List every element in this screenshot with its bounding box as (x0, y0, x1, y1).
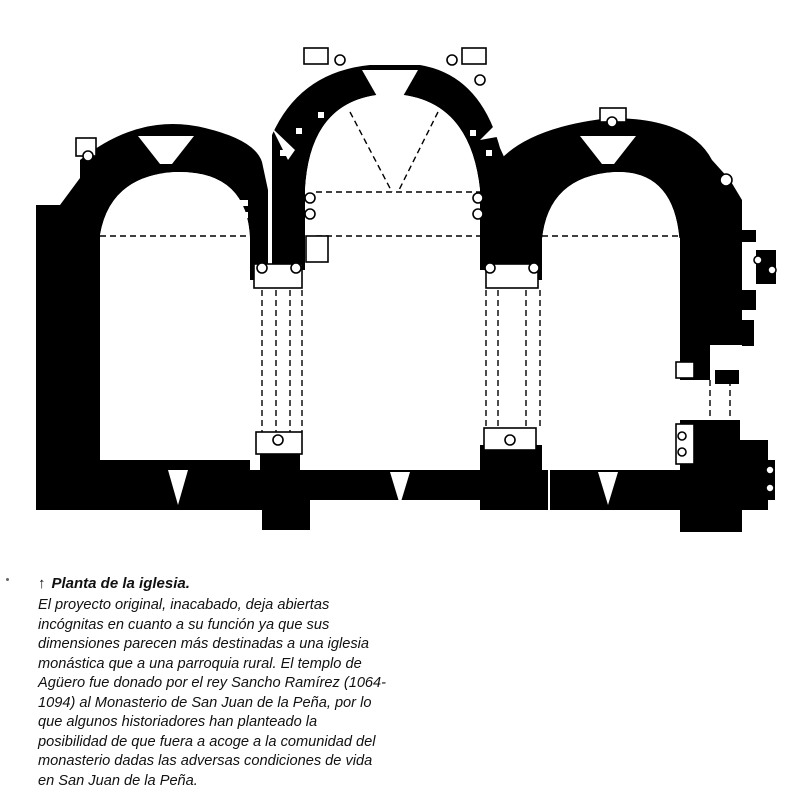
caption-line: Agüero fue donado por el rey Sancho Ramírez (1064- (38, 675, 387, 691)
up-arrow-icon: ↑ (38, 575, 46, 592)
caption-line: que algunos historiadores han planteado la (38, 714, 318, 730)
caption-line: incógnitas en cuanto a su función ya que sus (38, 616, 330, 633)
stray-mark (6, 578, 9, 581)
caption-line: en San Juan de la Peña. (38, 772, 198, 789)
caption-line: El proyecto original, inacabado, deja abiertas (38, 597, 330, 613)
figure-caption (38, 574, 438, 791)
caption-line: posibilidad de que fuera a acoge a la comunidad del (38, 733, 376, 750)
caption-line: monasterio dadas las adversas condiciones de vida (38, 753, 373, 769)
caption-body (38, 596, 438, 791)
caption-title-text: Planta de la iglesia. (51, 575, 190, 592)
caption-line: dimensiones parecen más destinadas a una iglesia (38, 636, 369, 652)
caption-line: 1094) al Monasterio de San Juan de la Peña, por lo (38, 694, 372, 711)
caption-line: monástica que a una parroquia rural. El templo de (38, 655, 362, 672)
caption-title (38, 574, 438, 594)
